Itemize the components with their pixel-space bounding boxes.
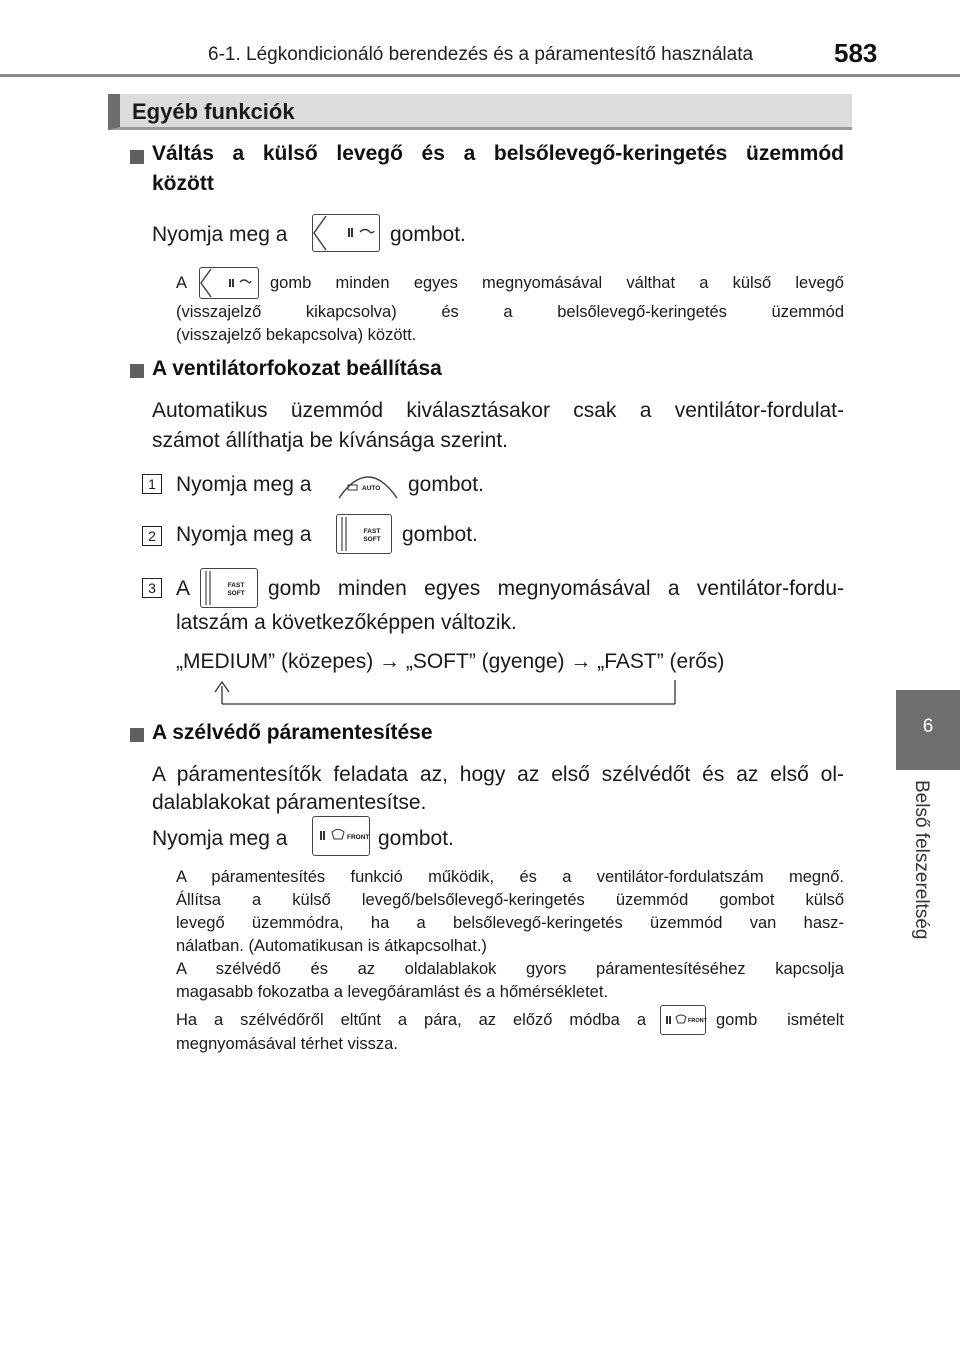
fan-step3-line2: latszám a következőképpen változik.	[176, 611, 517, 634]
defog-note-line4: nálatban. (Automatikusan is átkapcsolhat.)	[176, 937, 487, 955]
fan-step1-post: gombot.	[408, 473, 484, 496]
fan-step2-pre: Nyomja meg a	[176, 523, 312, 546]
step-number-3: 3	[142, 578, 162, 598]
fan-step2-post: gombot.	[402, 523, 478, 546]
defog-press-pre: Nyomja meg a	[152, 827, 288, 850]
page-number: 583	[834, 38, 878, 68]
fan-step3-pre: A	[176, 577, 191, 600]
fan-step1-pre: Nyomja meg a	[176, 473, 312, 496]
recirc-button-icon	[312, 214, 380, 252]
recirc-note-line3: (visszajelző bekapcsolva) között.	[176, 326, 417, 344]
bullet-square	[130, 728, 144, 742]
fan-step3-line1: gomb minden egyes megnyomásával a ventilátor-fordu-	[268, 577, 844, 600]
defog-intro-line2: dalablakokat páramentesítse.	[152, 791, 427, 814]
recirc-heading-line1: Váltás a külső levegő és a belsőlevegő-keringetés üzemmód	[152, 142, 844, 165]
step-number-2: 2	[142, 526, 162, 546]
defog-note-line5: A szélvédő és az oldalablakok gyors páramentesítéséhez kapcsolja	[176, 960, 844, 978]
recirc-note-line2: (visszajelző kikapcsolva) és a belsőlevegő-keringetés üzemmód	[176, 303, 844, 321]
defog-note-line6: magasabb fokozatba a levegőáramlást és a hőmérsékletet.	[176, 983, 608, 1001]
defog-note-line7-post: gomb ismételt	[716, 1011, 844, 1029]
defog-heading: A szélvédő páramentesítése	[152, 721, 433, 744]
front-defog-button-icon-small: FRONT	[660, 1005, 706, 1035]
recirc-note-line1: gomb minden egyes megnyomásával válthat a külső levegő	[270, 274, 844, 292]
section-title: Egyéb funkciók	[132, 99, 295, 124]
cycle-return-arrow	[210, 676, 690, 710]
recirc-press-post: gombot.	[390, 223, 466, 246]
fan-intro-line2: számot állíthatja be kívánsága szerint.	[152, 429, 509, 452]
bullet-square	[130, 364, 144, 378]
defog-note-line3: levegő üzemmódra, ha a belsőlevegő-keringetés üzemmód van hasz-	[176, 914, 844, 932]
header-rule	[0, 74, 960, 77]
defog-note-line8: megnyomásával térhet vissza.	[176, 1035, 398, 1053]
fan-heading: A ventilátorfokozat beállítása	[152, 357, 442, 380]
defog-note-line7-pre: Ha a szélvédőről eltűnt a pára, az előző módba a	[176, 1011, 646, 1029]
bullet-square	[130, 150, 144, 164]
chapter-tab	[896, 690, 960, 770]
chapter-number: 6	[922, 716, 934, 737]
defog-note-line2: Állítsa a külső levegő/belsőlevegő-keringetés üzemmód gombot külső	[176, 891, 844, 909]
recirc-press-pre: Nyomja meg a	[152, 223, 288, 246]
fan-speed-cycle: „MEDIUM” (közepes) → „SOFT” (gyenge) → „FAST” (erős)	[176, 650, 725, 673]
defog-intro-line1: A páramentesítők feladata az, hogy az első szélvédőt és az első ol-	[152, 763, 844, 786]
section-header	[108, 94, 852, 130]
running-header: 6-1. Légkondicionáló berendezés és a páramentesítő használata	[208, 44, 754, 65]
recirc-note-a: A	[176, 274, 188, 292]
step-number-1: 1	[142, 474, 162, 494]
defog-note-line1: A páramentesítés funkció működik, és a ventilátor-fordulatszám megnő.	[176, 868, 844, 886]
defog-press-post: gombot.	[378, 827, 454, 850]
auto-button-icon: AUTO	[336, 462, 400, 500]
fan-intro-line1: Automatikus üzemmód kiválasztásakor csak a ventilátor-fordulat-	[152, 399, 844, 422]
fast-soft-button-icon: FAST SOFT	[336, 514, 392, 554]
front-defog-button-icon: FRONT	[312, 816, 370, 856]
recirc-button-icon-small	[199, 267, 259, 299]
chapter-label: Belső felszereltség	[911, 780, 932, 940]
fast-soft-button-icon-inline: FAST SOFT	[200, 568, 258, 608]
recirc-heading-line2: között	[152, 172, 214, 195]
